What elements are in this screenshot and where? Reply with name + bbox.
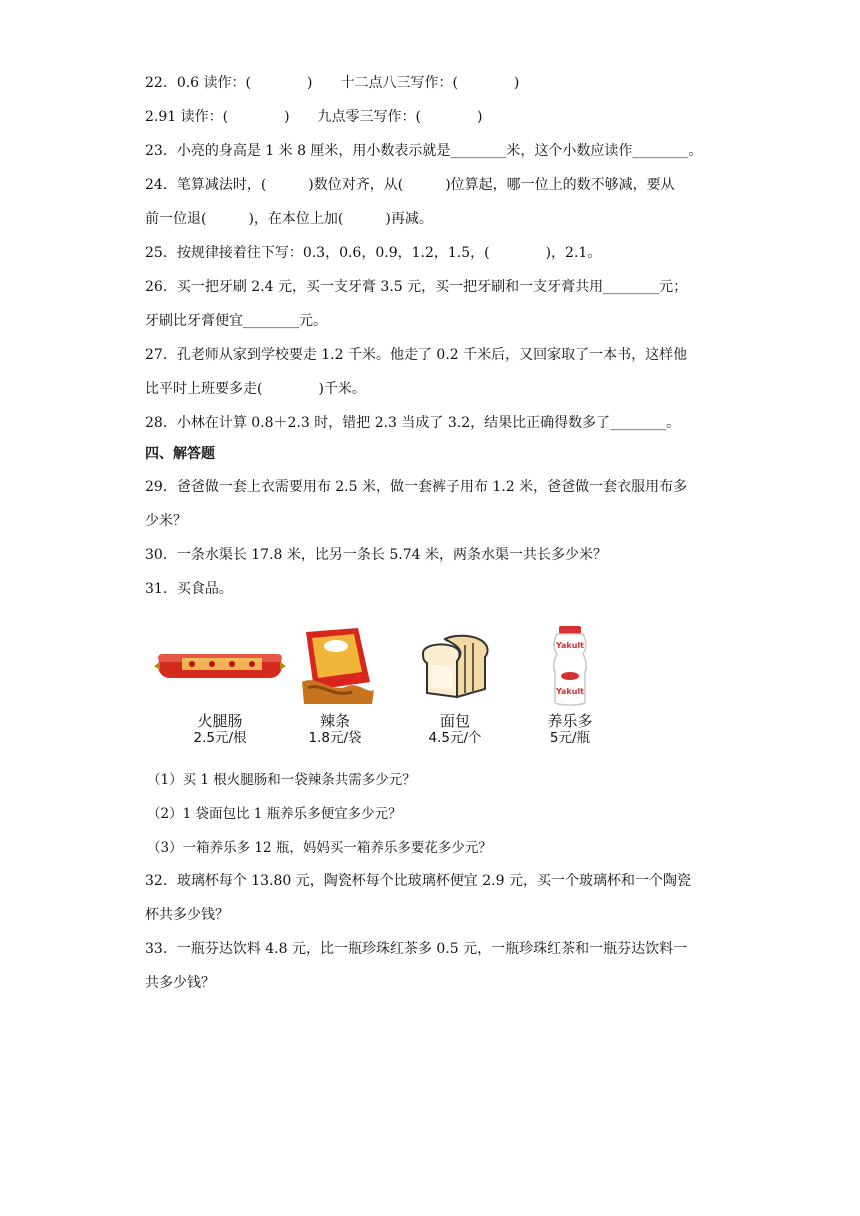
sausage-icon (150, 620, 290, 712)
question-30: 30．一条水渠长 17.8 米，比另一条长 5.74 米，两条水渠一共长多少米？ (145, 547, 607, 563)
svg-text:Yakult: Yakult (555, 641, 585, 650)
question-32-line-2: 杯共多少钱？ (145, 907, 229, 923)
question-29-line-1: 29．爸爸做一套上衣需要用布 2.5 米，做一套裤子用布 1.2 米，爸爸做一套衣服用布多 (145, 479, 688, 495)
food-name-sausage: 火腿肠 (197, 712, 243, 730)
food-bread (410, 620, 500, 747)
question-27-line-2: 比平时上班要多走( )千米。 (145, 381, 366, 397)
question-29-line-2: 少米？ (145, 513, 187, 529)
question-22-line-1: 22．0.6 读作：( ) 十二点八三写作：( ) (145, 75, 520, 91)
question-25: 25．按规律接着往下写：0.3，0.6，0.9，1.2，1.5，( )，2.1。 (145, 245, 602, 261)
question-23: 23．小亮的身高是 1 米 8 厘米，用小数表示就是________米，这个小数应读作________。 (145, 143, 703, 159)
question-24-line-2: 前一位退( )，在本位上加( )再减。 (145, 211, 433, 227)
bread-icon (410, 620, 500, 712)
question-24-line-1: 24．笔算减法时，( )数位对齐，从( )位算起，哪一位上的数不够减，要从 (145, 177, 675, 193)
food-name-yakult: 养乐多 (547, 712, 593, 730)
food-yakult (530, 620, 610, 747)
question-27-line-1: 27．孔老师从家到学校要走 1.2 千米。他走了 0.2 千米后，又回家取了一本书，这样他 (145, 347, 688, 363)
question-22-line-2: 2.91 读作：( ) 九点零三写作：( ) (145, 109, 483, 125)
yakult-bottle-icon (530, 620, 610, 712)
spicy-strip-bag-icon (290, 620, 380, 712)
question-31-part-1: （1）买 1 根火腿肠和一袋辣条共需多少元？ (147, 772, 416, 788)
question-31-part-3: （3）一箱养乐多 12 瓶，妈妈买一箱养乐多要花多少元？ (147, 840, 492, 856)
section-heading-answers: 四、解答题 (145, 446, 215, 462)
food-name-spicy-strip: 辣条 (319, 712, 350, 730)
question-26-line-2: 牙刷比牙膏便宜________元。 (145, 313, 327, 329)
food-price-spicy-strip: 1.8元/袋 (308, 730, 362, 746)
svg-text:Yakult: Yakult (555, 687, 585, 696)
food-price-sausage: 2.5元/根 (193, 730, 247, 746)
question-31: 31．买食品。 (145, 581, 233, 597)
food-spicy-strip (290, 620, 380, 747)
food-sausage (150, 620, 290, 747)
question-33-line-2: 共多少钱？ (145, 975, 215, 991)
question-31-part-2: （2）1 袋面包比 1 瓶养乐多便宜多少元？ (147, 806, 402, 822)
question-33-line-1: 33．一瓶芬达饮料 4.8 元，比一瓶珍珠红茶多 0.5 元，一瓶珍珠红茶和一瓶芬达饮料一 (145, 941, 688, 957)
food-price-bread: 4.5元/个 (428, 730, 482, 746)
question-26-line-1: 26．买一把牙刷 2.4 元，买一支牙膏 3.5 元，买一把牙刷和一支牙膏共用________元； (145, 279, 688, 295)
question-32-line-1: 32．玻璃杯每个 13.80 元，陶瓷杯每个比玻璃杯便宜 2.9 元，买一个玻璃杯和一个陶瓷 (145, 873, 691, 889)
question-28: 28．小林在计算 0.8＋2.3 时，错把 2.3 当成了 3.2，结果比正确得数多了________。 (145, 415, 681, 431)
food-name-bread: 面包 (439, 712, 470, 730)
food-price-yakult: 5元/瓶 (549, 730, 591, 746)
